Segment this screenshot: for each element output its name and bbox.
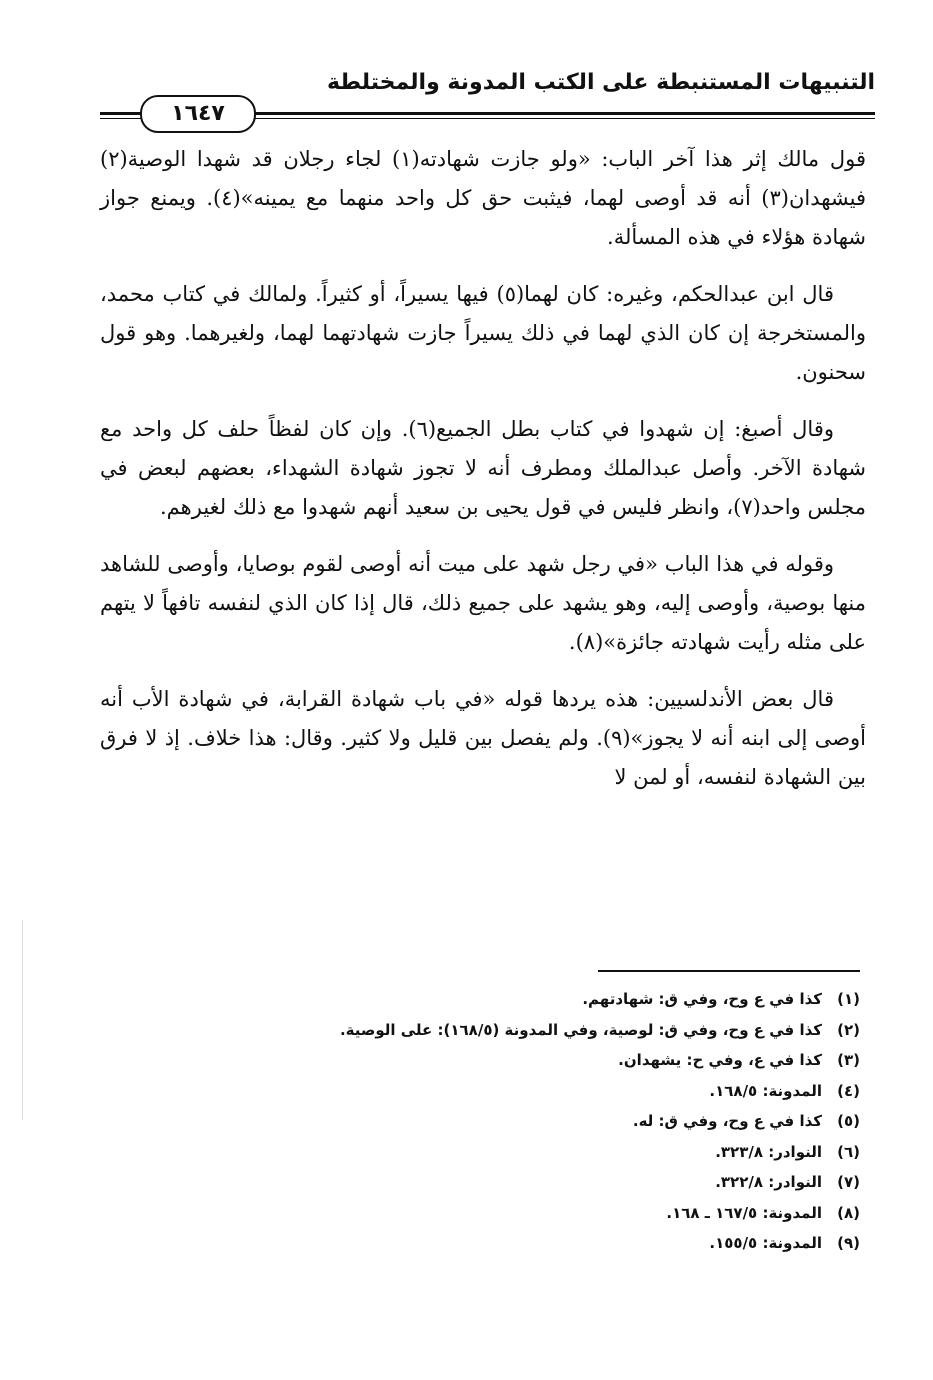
- footnote-text: كذا في ع وح، وفي ق: لوصية، وفي المدونة (١٦٨/٥): على الوصية.: [339, 1020, 822, 1039]
- footnote-text: المدونة: ١٦٧/٥ ـ ١٦٨.: [666, 1203, 822, 1222]
- paragraph: وقوله في هذا الباب «في رجل شهد على ميت أنه أوصى لقوم بوصايا، وأوصى للشاهد منها بوصية، وأوصى إليه، وهو يشهد على جميع ذلك، قال إذا كان الذي لنفسه تافهاً لا يتهم على مثله رأيت شهادته جائزة»(٨).: [100, 552, 866, 654]
- footnote-separator: [598, 970, 860, 972]
- footnote-number: (١): [837, 990, 860, 1008]
- footnote-item: [100, 984, 860, 1015]
- footnote-item: [100, 1106, 860, 1137]
- footnote-number: (٣): [837, 1051, 860, 1069]
- footnote-text: المدونة: ١٥٥/٥.: [709, 1234, 822, 1252]
- footnote-text: النوادر: ٣٢٢/٨.: [715, 1173, 822, 1191]
- footnote-item: [100, 1228, 860, 1259]
- footnote-text: كذا في ع وح، وفي ق: له.: [632, 1112, 822, 1130]
- footnote-number: (٨): [837, 1203, 860, 1222]
- footnote-item: [100, 1137, 860, 1168]
- paragraph: قول مالك إثر هذا آخر الباب: «ولو جازت شهادته(١) لجاء رجلان قد شهدا الوصية(٢) فيشهدان(٣) أنه قد أوصى لهما، فيثبت حق كل واحد منهما مع يمينه»(٤). ويمنع جواز شهادة هؤلاء في هذه المسألة.: [100, 147, 867, 249]
- paragraph: قال ابن عبدالحكم، وغيره: كان لهما(٥) فيها يسيراً، أو كثيراً. ولمالك في كتاب محمد، والمستخرجة إن كان الذي لهما في ذلك يسيراً جازت شهادتهما لهما، ولغيرهما. وهو قول سحنون.: [100, 282, 866, 384]
- footnote-item: [100, 1076, 860, 1107]
- scan-margin-line: [22, 920, 23, 1120]
- running-title: التنبيهات المستنبطة على الكتب المدونة والمختلطة: [326, 70, 875, 95]
- paragraph: وقال أصبغ: إن شهدوا في كتاب بطل الجميع(٦). وإن كان لفظاً حلف كل واحد مع شهادة الآخر. وأصل عبدالملك ومطرف أنه لا تجوز شهادة الشهداء، بعضهم لبعض في مجلس واحد(٧)، وانظر فليس في قول يحيى بن سعيد أنهم شهدوا مع ذلك لغيرهم.: [100, 417, 866, 519]
- footnote-number: (٧): [837, 1173, 860, 1191]
- footnote-number: (٢): [837, 1020, 860, 1039]
- footnote-number: (٩): [837, 1234, 860, 1252]
- footnote-text: كذا في ع وح، وفي ق: شهادتهم.: [582, 990, 822, 1008]
- page-header: [100, 70, 875, 130]
- footnote-number: (٥): [837, 1112, 860, 1130]
- footnote-text: المدونة: ١٦٨/٥.: [709, 1081, 822, 1100]
- paragraph: قال بعض الأندلسيين: هذه يردها قوله «في باب شهادة القرابة، في شهادة الأب أنه أوصى إلى ابنه أنه لا يجوز»(٩). ولم يفصل بين قليل ولا كثير. وقال: هذا خلاف. إذ لا فرق بين الشهادة لنفسه، أو لمن لا: [100, 687, 866, 789]
- footnote-item: [100, 1167, 860, 1198]
- footnote-text: كذا في ع، وفي ح: يشهدان.: [618, 1051, 822, 1069]
- footnotes: [100, 984, 860, 1259]
- main-text: [100, 140, 866, 815]
- page-number: ١٦٤٧: [140, 95, 256, 133]
- footnote-number: (٤): [837, 1081, 860, 1100]
- footnote-item: [100, 1198, 860, 1229]
- footnote-item: [100, 1045, 860, 1076]
- footnote-item: [100, 1015, 860, 1046]
- footnote-number: (٦): [837, 1142, 860, 1161]
- footnote-text: النوادر: ٣٢٣/٨.: [715, 1142, 822, 1161]
